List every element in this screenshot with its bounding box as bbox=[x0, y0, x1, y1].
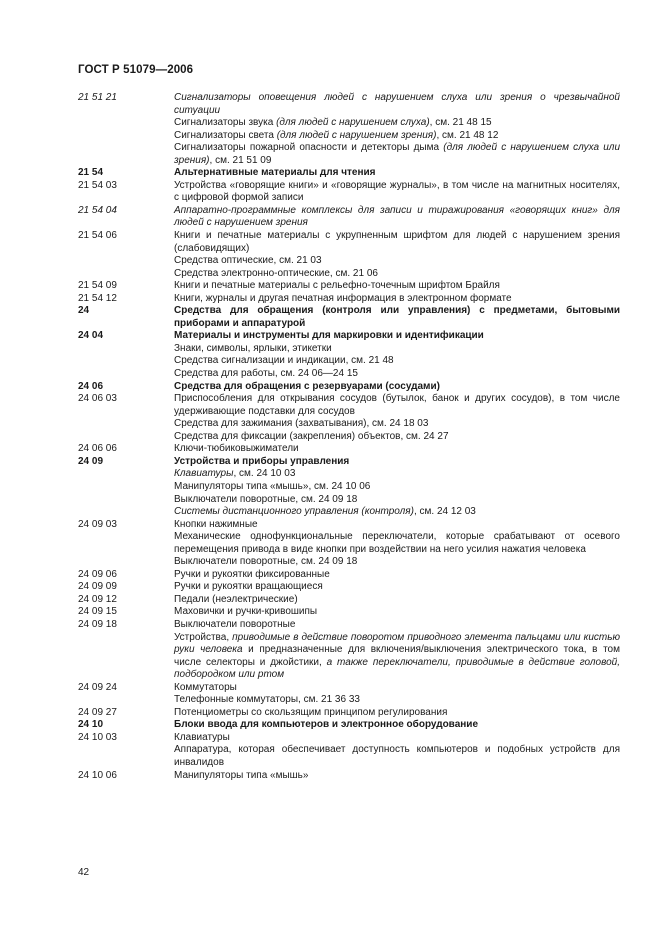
entry-code: 24 10 bbox=[78, 719, 104, 731]
entry-row bbox=[78, 393, 620, 418]
entry-description bbox=[174, 719, 620, 732]
entry-description bbox=[174, 606, 620, 619]
entry-code bbox=[78, 531, 174, 556]
entry-description bbox=[174, 293, 620, 306]
entry-text: Выключатели поворотные, см. 24 09 18 bbox=[174, 556, 358, 568]
entry-code bbox=[78, 556, 174, 569]
entry-row bbox=[78, 481, 620, 494]
entry-row bbox=[78, 770, 620, 783]
entry-code: 24 09 06 bbox=[78, 568, 117, 580]
entry-description bbox=[174, 632, 620, 682]
entry-row bbox=[78, 719, 620, 732]
entry-code bbox=[78, 694, 174, 707]
entry-text: Средства для обращения (контроля или управления) с предметами, бытовыми приборами и аппаратурой bbox=[174, 305, 620, 329]
entry-text: Клавиатуры bbox=[174, 731, 230, 743]
entry-code: 21 54 bbox=[78, 167, 104, 179]
entry-row bbox=[78, 167, 620, 180]
entry-text: Механические однофункциональные переключатели, которые срабатывают от осевого перемещения привода в виде кнопки при воздействии на него усилия нажатия человека bbox=[174, 531, 620, 555]
entry-row bbox=[78, 468, 620, 481]
entry-text: Средства сигнализации и индикации, см. 21 48 bbox=[174, 355, 394, 367]
entry-description bbox=[174, 531, 620, 556]
entry-text: Устройства «говорящие книги» и «говорящие журналы», в том числе на магнитных носителях, с цифровой формой записи bbox=[174, 179, 620, 204]
entry-description bbox=[174, 581, 620, 594]
entry-text: Системы дистанционного управления (контроля) bbox=[174, 506, 414, 518]
entry-code bbox=[78, 343, 174, 356]
entry-row bbox=[78, 694, 620, 707]
entry-row bbox=[78, 456, 620, 469]
entry-text: а также переключатели, приводимые в действие головой, подбородком или ртом bbox=[174, 656, 620, 681]
entry-text: Ручки и рукоятки фиксированные bbox=[174, 568, 330, 580]
entry-text: Сигнализаторы света bbox=[174, 129, 277, 141]
entry-text: (для людей с нарушением слуха) bbox=[276, 117, 430, 129]
entry-text: Книги и печатные материалы с рельефно-точечным шрифтом Брайля bbox=[174, 280, 500, 292]
entry-row bbox=[78, 519, 620, 532]
entry-description bbox=[174, 381, 620, 394]
entry-text: Блоки ввода для компьютеров и электронное оборудование bbox=[174, 719, 479, 731]
entry-text: Телефонные коммутаторы, см. 21 36 33 bbox=[174, 694, 360, 706]
entry-code: 21 54 12 bbox=[78, 292, 117, 304]
entry-description bbox=[174, 180, 620, 205]
entry-text: Аппаратура, которая обеспечивает доступность компьютеров и подобных устройств для инвалидов bbox=[174, 744, 620, 768]
entry-description bbox=[174, 255, 620, 268]
entry-row bbox=[78, 117, 620, 130]
entry-row bbox=[78, 130, 620, 143]
entry-row bbox=[78, 556, 620, 569]
entry-row bbox=[78, 606, 620, 619]
entry-row bbox=[78, 280, 620, 293]
entry-description bbox=[174, 268, 620, 281]
entry-code: 24 bbox=[78, 305, 90, 317]
entry-row bbox=[78, 355, 620, 368]
entry-text: , см. 21 48 15 bbox=[429, 117, 492, 129]
entry-description bbox=[174, 468, 620, 481]
entry-row bbox=[78, 305, 620, 330]
entry-description bbox=[174, 355, 620, 368]
entry-description bbox=[174, 506, 620, 519]
entry-description bbox=[174, 393, 620, 418]
entry-code: 24 09 15 bbox=[78, 606, 117, 618]
entry-code: 24 06 bbox=[78, 380, 104, 392]
entry-code: 24 04 bbox=[78, 330, 104, 342]
entry-row bbox=[78, 619, 620, 632]
entry-text: Устройства, bbox=[174, 631, 233, 643]
entry-code bbox=[78, 506, 174, 519]
entry-text: Сигнализаторы звука bbox=[174, 117, 277, 129]
entry-row bbox=[78, 293, 620, 306]
entry-description bbox=[174, 682, 620, 695]
page-number: 42 bbox=[78, 867, 90, 878]
entry-description bbox=[174, 619, 620, 632]
entry-text: Книги, журналы и другая печатная информация в электронном формате bbox=[174, 292, 512, 304]
entry-text: Средства для фиксации (закрепления) объектов, см. 24 27 bbox=[174, 430, 449, 442]
entry-row bbox=[78, 707, 620, 720]
entry-text: Средства для обращения с резервуарами (сосудами) bbox=[174, 380, 440, 392]
entry-description bbox=[174, 167, 620, 180]
entry-description bbox=[174, 694, 620, 707]
entry-description bbox=[174, 230, 620, 255]
entry-code: 24 09 bbox=[78, 455, 104, 467]
entry-text: Маховички и ручки-кривошипы bbox=[174, 606, 318, 618]
entry-description bbox=[174, 456, 620, 469]
entry-description bbox=[174, 732, 620, 745]
entry-code bbox=[78, 494, 174, 507]
entry-text: Ключи-тюбиковыжиматели bbox=[174, 443, 299, 455]
entry-text: Книги и печатные материалы с укрупненным шрифтом для людей с нарушением зрения (слабовидящих) bbox=[174, 230, 620, 254]
entry-row bbox=[78, 343, 620, 356]
entry-row bbox=[78, 682, 620, 695]
entry-code bbox=[78, 468, 174, 481]
entry-description bbox=[174, 744, 620, 769]
entry-row bbox=[78, 569, 620, 582]
entry-description bbox=[174, 418, 620, 431]
entry-row bbox=[78, 594, 620, 607]
entry-text: , см. 21 51 09 bbox=[209, 154, 272, 166]
entry-description bbox=[174, 205, 620, 230]
entry-row bbox=[78, 180, 620, 205]
entry-description bbox=[174, 569, 620, 582]
entry-code bbox=[78, 632, 174, 682]
entry-text: , см. 24 12 03 bbox=[413, 506, 476, 518]
entry-text: Клавиатуры bbox=[174, 468, 234, 480]
entry-row bbox=[78, 494, 620, 507]
entry-code bbox=[78, 255, 174, 268]
entry-code bbox=[78, 431, 174, 444]
entry-code: 21 54 03 bbox=[78, 179, 117, 191]
entry-code: 24 09 03 bbox=[78, 518, 117, 530]
entry-description bbox=[174, 519, 620, 532]
entry-text: Ручки и рукоятки вращающиеся bbox=[174, 581, 323, 593]
entry-text: Выключатели поворотные, см. 24 09 18 bbox=[174, 493, 358, 505]
entry-text: Потенциометры со скользящим принципом регулирования bbox=[174, 706, 448, 718]
entry-description bbox=[174, 594, 620, 607]
entry-description bbox=[174, 431, 620, 444]
entry-text: приводимые в действие поворотом приводного элемента пальцами или кистью руки человека bbox=[174, 631, 621, 656]
entry-code: 24 06 06 bbox=[78, 443, 117, 455]
entry-text: Коммутаторы bbox=[174, 681, 237, 693]
entry-code bbox=[78, 418, 174, 431]
entry-row bbox=[78, 418, 620, 431]
entry-text: , см. 21 48 12 bbox=[436, 129, 499, 141]
entry-text: Сигнализаторы оповещения людей с нарушением слуха или зрения о чрезвычайной ситуации bbox=[174, 92, 620, 116]
entry-row bbox=[78, 92, 620, 117]
entry-description bbox=[174, 343, 620, 356]
entry-row bbox=[78, 381, 620, 394]
entry-row bbox=[78, 732, 620, 745]
entry-text: Кнопки нажимные bbox=[174, 518, 258, 530]
entry-code: 24 09 24 bbox=[78, 681, 117, 693]
entry-text: Сигнализаторы пожарной опасности и детекторы дыма bbox=[174, 142, 444, 154]
entry-text: Выключатели поворотные bbox=[174, 618, 296, 630]
entry-description bbox=[174, 494, 620, 507]
entry-text: Материалы и инструменты для маркировки и идентификации bbox=[174, 330, 484, 342]
entry-description bbox=[174, 280, 620, 293]
entry-description bbox=[174, 443, 620, 456]
entry-text: Аппаратно-программные комплексы для записи и тиражирования «говорящих книг» для людей с нарушением зрения bbox=[174, 204, 620, 229]
entry-description bbox=[174, 330, 620, 343]
entry-row bbox=[78, 632, 620, 682]
entry-code bbox=[78, 117, 174, 130]
entry-row bbox=[78, 230, 620, 255]
entry-row bbox=[78, 255, 620, 268]
entry-row bbox=[78, 531, 620, 556]
entry-code bbox=[78, 130, 174, 143]
classification-list bbox=[78, 92, 620, 782]
entry-code: 21 54 04 bbox=[78, 204, 117, 216]
entry-row bbox=[78, 368, 620, 381]
entry-code: 21 51 21 bbox=[78, 92, 117, 103]
entry-code: 24 09 18 bbox=[78, 618, 117, 630]
entry-row bbox=[78, 330, 620, 343]
entry-description bbox=[174, 707, 620, 720]
entry-code: 21 54 06 bbox=[78, 230, 117, 242]
entry-row bbox=[78, 443, 620, 456]
entry-row bbox=[78, 744, 620, 769]
entry-description bbox=[174, 92, 620, 117]
entry-text: Приспособления для открывания сосудов (бутылок, банок и других сосудов), в том числе удерживающие подставки для сосудов bbox=[174, 393, 620, 417]
entry-description bbox=[174, 117, 620, 130]
document-header: ГОСТ Р 51079—2006 bbox=[78, 64, 194, 76]
entry-text: и предназначенные для включения/выключения электрического тока, в том числе селекторы и джойстики, bbox=[174, 644, 620, 668]
entry-code bbox=[78, 355, 174, 368]
entry-code bbox=[78, 368, 174, 381]
entry-row bbox=[78, 581, 620, 594]
entry-text: Манипуляторы типа «мышь», см. 24 10 06 bbox=[174, 480, 371, 492]
entry-text: Средства оптические, см. 21 03 bbox=[174, 255, 322, 267]
entry-text: Манипуляторы типа «мышь» bbox=[174, 769, 309, 781]
entry-row bbox=[78, 268, 620, 281]
entry-row bbox=[78, 431, 620, 444]
entry-text: (для людей с нарушением зрения) bbox=[276, 129, 437, 141]
entry-text: Педали (неэлектрические) bbox=[174, 593, 298, 605]
entry-text: (для людей с нарушением слуха или зрения) bbox=[174, 142, 620, 166]
entry-row bbox=[78, 205, 620, 230]
entry-text: Знаки, символы, ярлыки, этикетки bbox=[174, 342, 332, 354]
entry-text: Средства для работы, см. 24 06—24 15 bbox=[174, 368, 358, 380]
entry-code: 21 54 09 bbox=[78, 280, 117, 292]
entry-description bbox=[174, 556, 620, 569]
entry-code: 24 10 06 bbox=[78, 769, 117, 781]
entry-code: 24 10 03 bbox=[78, 731, 117, 743]
entry-code bbox=[78, 142, 174, 167]
entry-description bbox=[174, 130, 620, 143]
entry-text: Средства электронно-оптические, см. 21 06 bbox=[174, 267, 378, 279]
entry-text: Средства для зажимания (захватывания), см. 24 18 03 bbox=[174, 418, 429, 430]
entry-description bbox=[174, 481, 620, 494]
entry-text: Альтернативные материалы для чтения bbox=[174, 167, 376, 179]
entry-code: 24 06 03 bbox=[78, 393, 117, 405]
entry-description bbox=[174, 770, 620, 783]
entry-code bbox=[78, 744, 174, 769]
entry-description bbox=[174, 368, 620, 381]
entry-description bbox=[174, 305, 620, 330]
entry-text: , см. 24 10 03 bbox=[233, 468, 296, 480]
entry-text: Устройства и приборы управления bbox=[174, 455, 350, 467]
entry-code: 24 09 12 bbox=[78, 593, 117, 605]
entry-code bbox=[78, 268, 174, 281]
entry-code: 24 09 27 bbox=[78, 706, 117, 718]
entry-code: 24 09 09 bbox=[78, 581, 117, 593]
entry-code bbox=[78, 481, 174, 494]
entry-row bbox=[78, 142, 620, 167]
entry-row bbox=[78, 506, 620, 519]
entry-description bbox=[174, 142, 620, 167]
